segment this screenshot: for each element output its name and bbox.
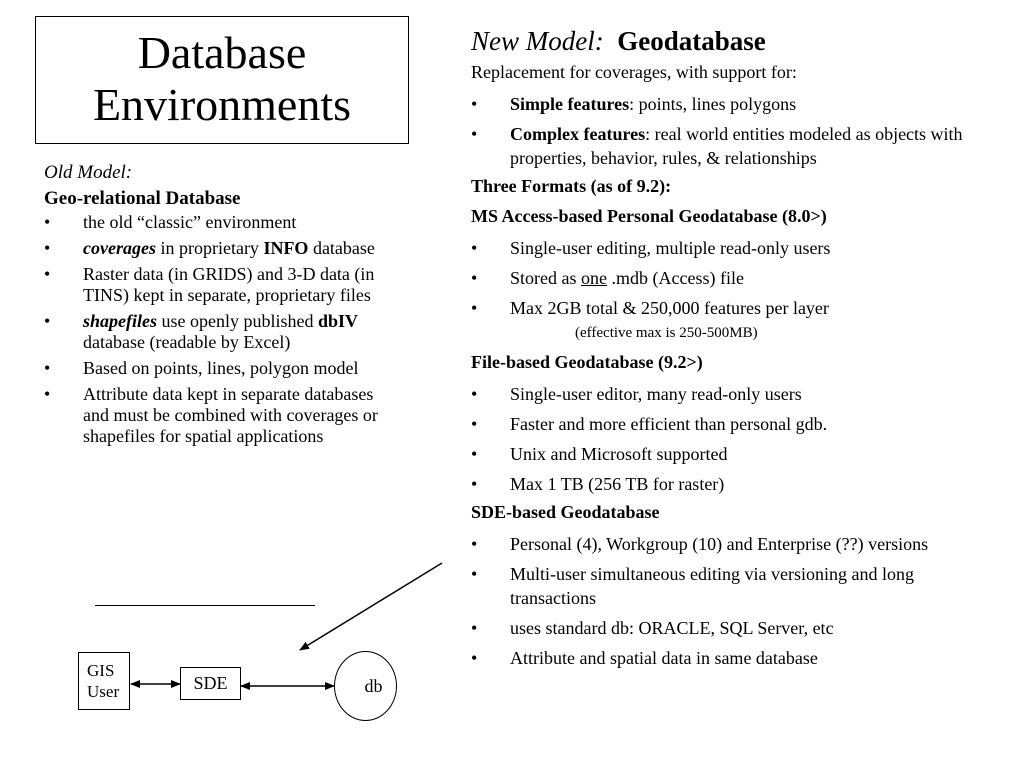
old-model-list — [44, 212, 394, 447]
list-item: • Faster and more efficient than personal gdb. — [471, 412, 1001, 436]
list-item: • Attribute and spatial data in same database — [471, 646, 1001, 670]
title-line-2: Environments — [92, 79, 352, 130]
file-gdb-heading: File-based Geodatabase (9.2>) — [471, 352, 703, 372]
list-item: • shapefiles use openly published dbIV database (readable by Excel) — [44, 311, 394, 353]
intro-text: Replacement for coverages, with support for: — [471, 62, 797, 82]
new-model-heading: New Model: Geodatabase — [471, 26, 766, 56]
personal-gdb-list — [471, 236, 1001, 320]
list-item: • Raster data (in GRIDS) and 3-D data (in TINS) kept in separate, proprietary files — [44, 264, 394, 306]
sde-box — [180, 667, 241, 700]
list-item: • Max 1 TB (256 TB for raster) — [471, 472, 1001, 496]
features-list — [471, 92, 1001, 170]
file-gdb-list — [471, 382, 1001, 496]
list-item: • coverages in proprietary INFO database — [44, 238, 394, 259]
list-item: • Single-user editing, multiple read-only users — [471, 236, 1001, 260]
list-item: • uses standard db: ORACLE, SQL Server, etc — [471, 616, 1001, 640]
list-item: • the old “classic” environment — [44, 212, 394, 233]
list-item: • Complex features: real world entities modeled as objects with properties, behavior, rules, & relationships — [471, 122, 1001, 170]
list-item: • Attribute data kept in separate databases and must be combined with coverages or shapefiles for spatial applications — [44, 384, 394, 447]
list-item: • Simple features: points, lines polygons — [471, 92, 1001, 116]
new-model-section — [471, 24, 1001, 676]
divider-line — [95, 605, 315, 606]
personal-gdb-heading: MS Access-based Personal Geodatabase (8.0>) — [471, 206, 827, 226]
user-label: User — [87, 682, 120, 701]
sde-gdb-list — [471, 532, 1001, 670]
old-model-heading: Old Model: — [44, 162, 133, 183]
gis-user-box — [78, 652, 130, 710]
title-line-1: Database — [137, 27, 307, 78]
sde-gdb-heading: SDE-based Geodatabase — [471, 502, 660, 522]
list-item: • Based on points, lines, polygon model — [44, 358, 394, 379]
pointer-arrow — [300, 563, 442, 650]
list-item: • Multi-user simultaneous editing via versioning and long transactions — [471, 562, 1001, 610]
sde-label: SDE — [193, 673, 228, 693]
list-item: • Stored as one .mdb (Access) file — [471, 266, 1001, 290]
list-item: • Personal (4), Workgroup (10) and Enterprise (??) versions — [471, 532, 1001, 556]
db-ellipse — [334, 651, 397, 721]
list-item: • Single-user editor, many read-only users — [471, 382, 1001, 406]
three-formats-heading: Three Formats (as of 9.2): — [471, 176, 672, 196]
title-box — [35, 16, 409, 144]
gis-label: GIS — [87, 661, 115, 680]
db-label: db — [364, 676, 383, 696]
geo-relational-heading: Geo-relational Database — [44, 188, 241, 209]
list-item: • Unix and Microsoft supported — [471, 442, 1001, 466]
effective-max-note: (effective max is 250-500MB) — [575, 325, 758, 341]
list-item: • Max 2GB total & 250,000 features per layer — [471, 296, 1001, 320]
old-model-section — [44, 160, 394, 452]
